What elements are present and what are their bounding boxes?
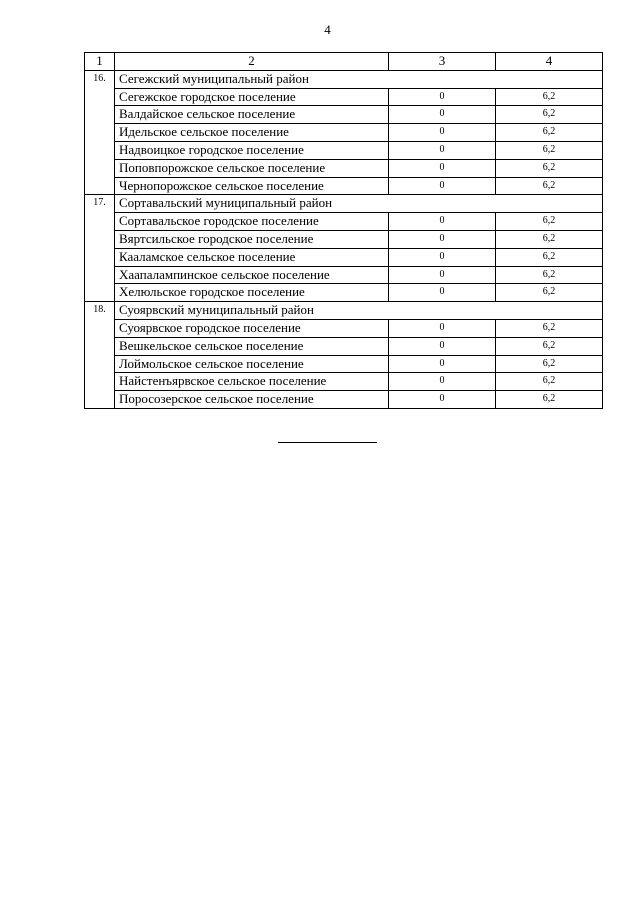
district-row [85, 70, 603, 88]
table-row [85, 159, 603, 177]
settlement-name: Идельское сельское поселение [115, 124, 389, 142]
table-row [85, 373, 603, 391]
col4-value: 6,2 [496, 88, 603, 106]
table-row [85, 177, 603, 195]
district-name: Сортавальский муниципальный район [115, 195, 603, 213]
end-divider-line [278, 442, 377, 443]
col3-value: 0 [389, 213, 496, 231]
table-header-row [85, 53, 603, 71]
col4-value: 6,2 [496, 124, 603, 142]
settlement-name: Найстенъярвское сельское поселение [115, 373, 389, 391]
settlement-name: Лоймольское сельское поселение [115, 355, 389, 373]
table-body [85, 70, 603, 408]
district-row [85, 302, 603, 320]
header-col-4: 4 [496, 53, 603, 71]
settlement-name: Кааламское сельское поселение [115, 248, 389, 266]
col3-value: 0 [389, 284, 496, 302]
table-row [85, 213, 603, 231]
settlement-name: Поросозерское сельское поселение [115, 391, 389, 409]
settlement-name: Надвоицкое городское поселение [115, 141, 389, 159]
table-row [85, 248, 603, 266]
col4-value: 6,2 [496, 230, 603, 248]
group-number: 16. [85, 70, 115, 195]
settlement-name: Валдайское сельское поселение [115, 106, 389, 124]
col3-value: 0 [389, 88, 496, 106]
settlement-name: Хаапалампинское сельское поселение [115, 266, 389, 284]
table-row [85, 391, 603, 409]
col3-value: 0 [389, 373, 496, 391]
table-row [85, 124, 603, 142]
col4-value: 6,2 [496, 141, 603, 159]
col3-value: 0 [389, 177, 496, 195]
col4-value: 6,2 [496, 391, 603, 409]
header-col-3: 3 [389, 53, 496, 71]
col4-value: 6,2 [496, 177, 603, 195]
col3-value: 0 [389, 391, 496, 409]
table-row [85, 88, 603, 106]
district-row [85, 195, 603, 213]
settlements-table [84, 52, 603, 409]
col3-value: 0 [389, 266, 496, 284]
table-row [85, 266, 603, 284]
settlement-name: Вешкельское сельское поселение [115, 337, 389, 355]
col4-value: 6,2 [496, 159, 603, 177]
col4-value: 6,2 [496, 266, 603, 284]
header-col-2: 2 [115, 53, 389, 71]
table-row [85, 141, 603, 159]
table-row [85, 230, 603, 248]
col3-value: 0 [389, 319, 496, 337]
page-number: 4 [324, 22, 331, 37]
col4-value: 6,2 [496, 355, 603, 373]
col3-value: 0 [389, 141, 496, 159]
col4-value: 6,2 [496, 106, 603, 124]
settlement-name: Суоярвское городское поселение [115, 319, 389, 337]
group-number: 18. [85, 302, 115, 409]
district-name: Сегежский муниципальный район [115, 70, 603, 88]
col3-value: 0 [389, 124, 496, 142]
table-row [85, 319, 603, 337]
col4-value: 6,2 [496, 373, 603, 391]
settlement-name: Хелюльское городское поселение [115, 284, 389, 302]
header-col-1: 1 [85, 53, 115, 71]
col3-value: 0 [389, 248, 496, 266]
col4-value: 6,2 [496, 284, 603, 302]
settlement-name: Вяртсильское городское поселение [115, 230, 389, 248]
col4-value: 6,2 [496, 213, 603, 231]
group-number: 17. [85, 195, 115, 302]
col3-value: 0 [389, 355, 496, 373]
col3-value: 0 [389, 159, 496, 177]
district-name: Суоярвский муниципальный район [115, 302, 603, 320]
col3-value: 0 [389, 230, 496, 248]
col3-value: 0 [389, 337, 496, 355]
col3-value: 0 [389, 106, 496, 124]
table-row [85, 337, 603, 355]
col4-value: 6,2 [496, 319, 603, 337]
col4-value: 6,2 [496, 248, 603, 266]
table-row [85, 106, 603, 124]
table-row [85, 284, 603, 302]
settlement-name: Поповпорожское сельское поселение [115, 159, 389, 177]
table-row [85, 355, 603, 373]
settlement-name: Чернопорожское сельское поселение [115, 177, 389, 195]
settlement-name: Сортавальское городское поселение [115, 213, 389, 231]
settlement-name: Сегежское городское поселение [115, 88, 389, 106]
col4-value: 6,2 [496, 337, 603, 355]
